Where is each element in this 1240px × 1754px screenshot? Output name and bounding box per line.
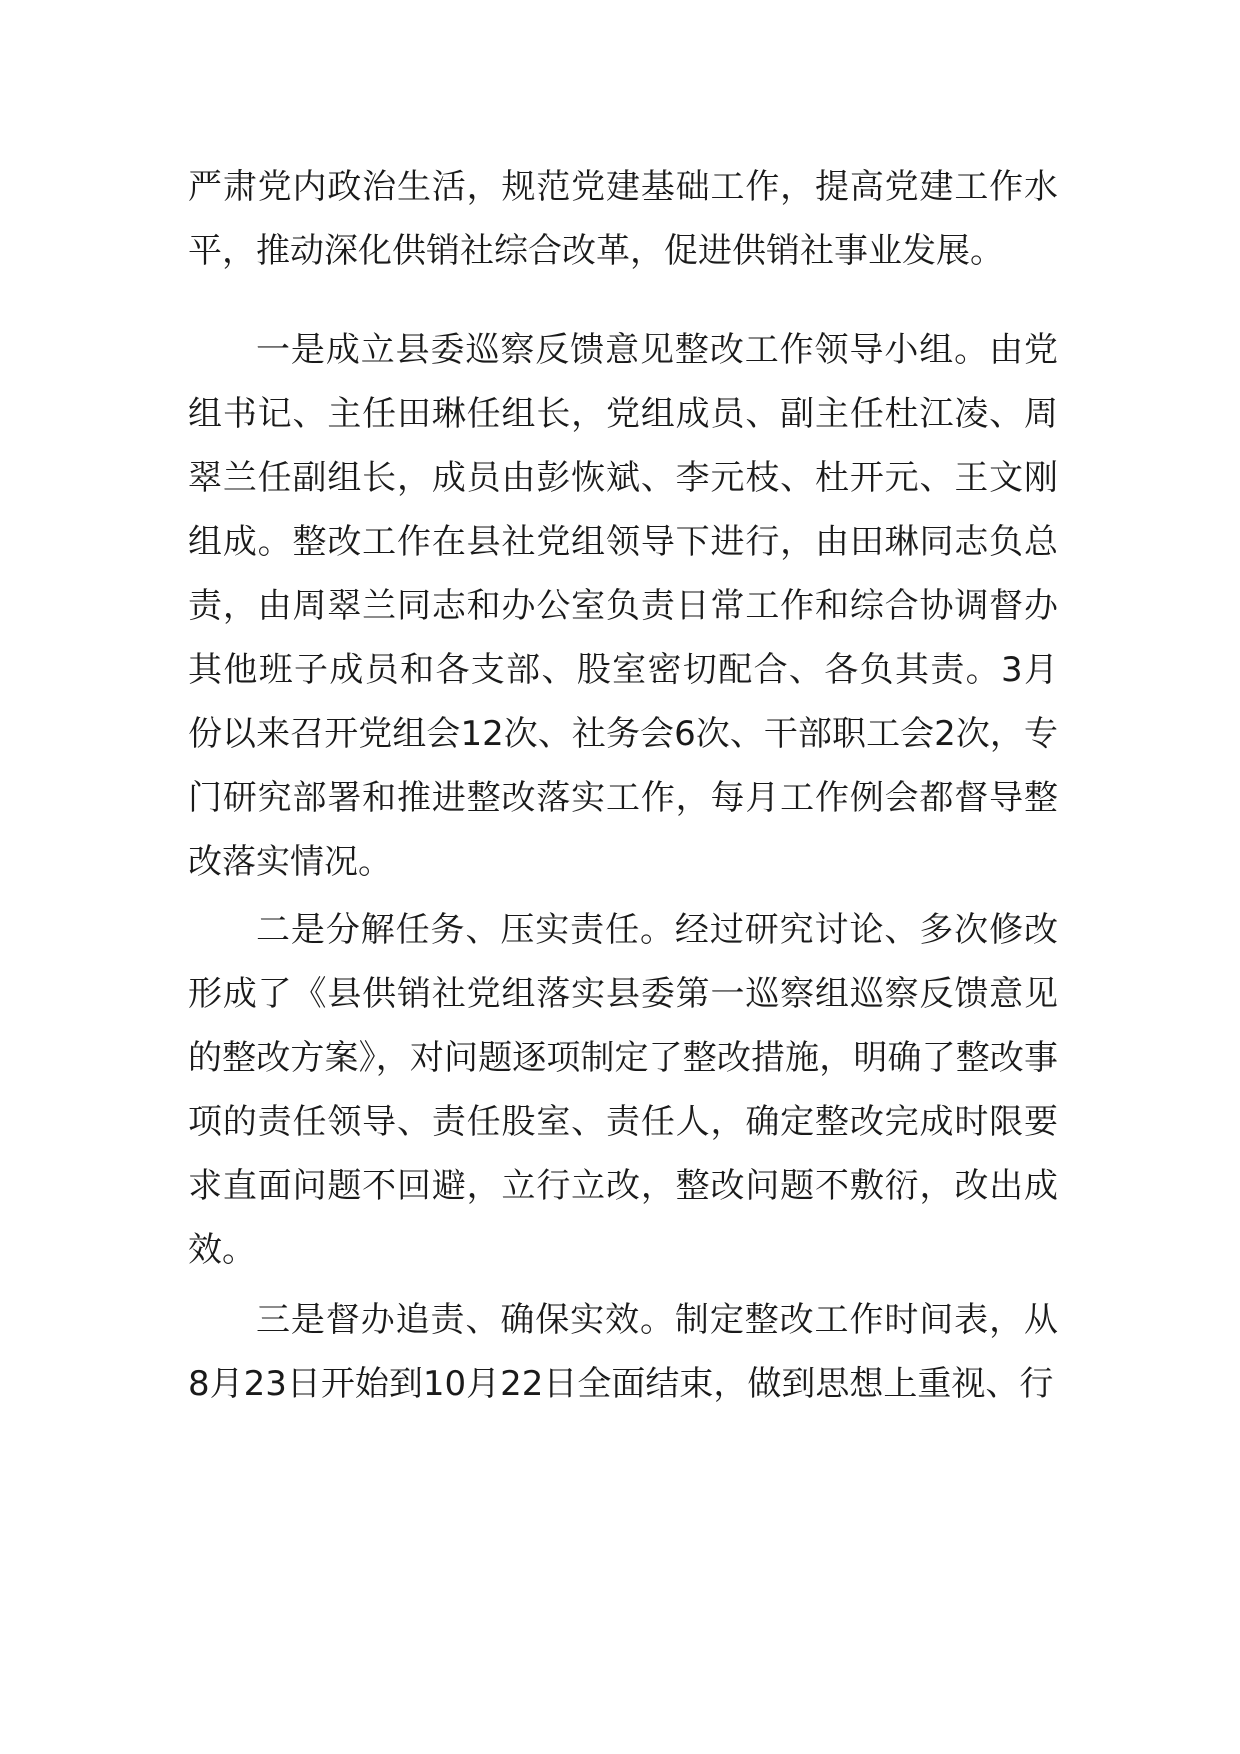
paragraph-point-three: 三是督办追责、确保实效。制定整改工作时间表，从8月23日开始到10月22日全面结束，做到思想上重视、行 xyxy=(188,1300,1058,1404)
paragraph-point-one: 一是成立县委巡察反馈意见整改工作领导小组。由党组书记、主任田琳任组长，党组成员、副主任杜江凌、周翠兰任副组长，成员由彭恢斌、李元枝、杜开元、王文刚组成。整改工作在县社党组领导下进行，由田琳同志负总责，由周翠兰同志和办公室负责日常工作和综合协调督办其他班子成员和各支部、股室密切配合、各负其责。3月份以来召开党组会12次、社务会6次、干部职工会2次，专门研究部署和推进整改落实工作，每月工作例会都督导整改落实情况。 xyxy=(188,330,1058,882)
paragraph-intro-continuation: 严肃党内政治生活，规范党建基础工作，提高党建工作水平，推动深化供销社综合改革，促进供销社事业发展。 xyxy=(188,167,1058,271)
paragraph-point-two: 二是分解任务、压实责任。经过研究讨论、多次修改形成了《县供销社党组落实县委第一巡察组巡察反馈意见的整改方案》，对问题逐项制定了整改措施，明确了整改事项的责任领导、责任股室、责任人，确定整改完成时限要求直面问题不回避，立行立改，整改问题不敷衍，改出成效。 xyxy=(188,910,1058,1270)
